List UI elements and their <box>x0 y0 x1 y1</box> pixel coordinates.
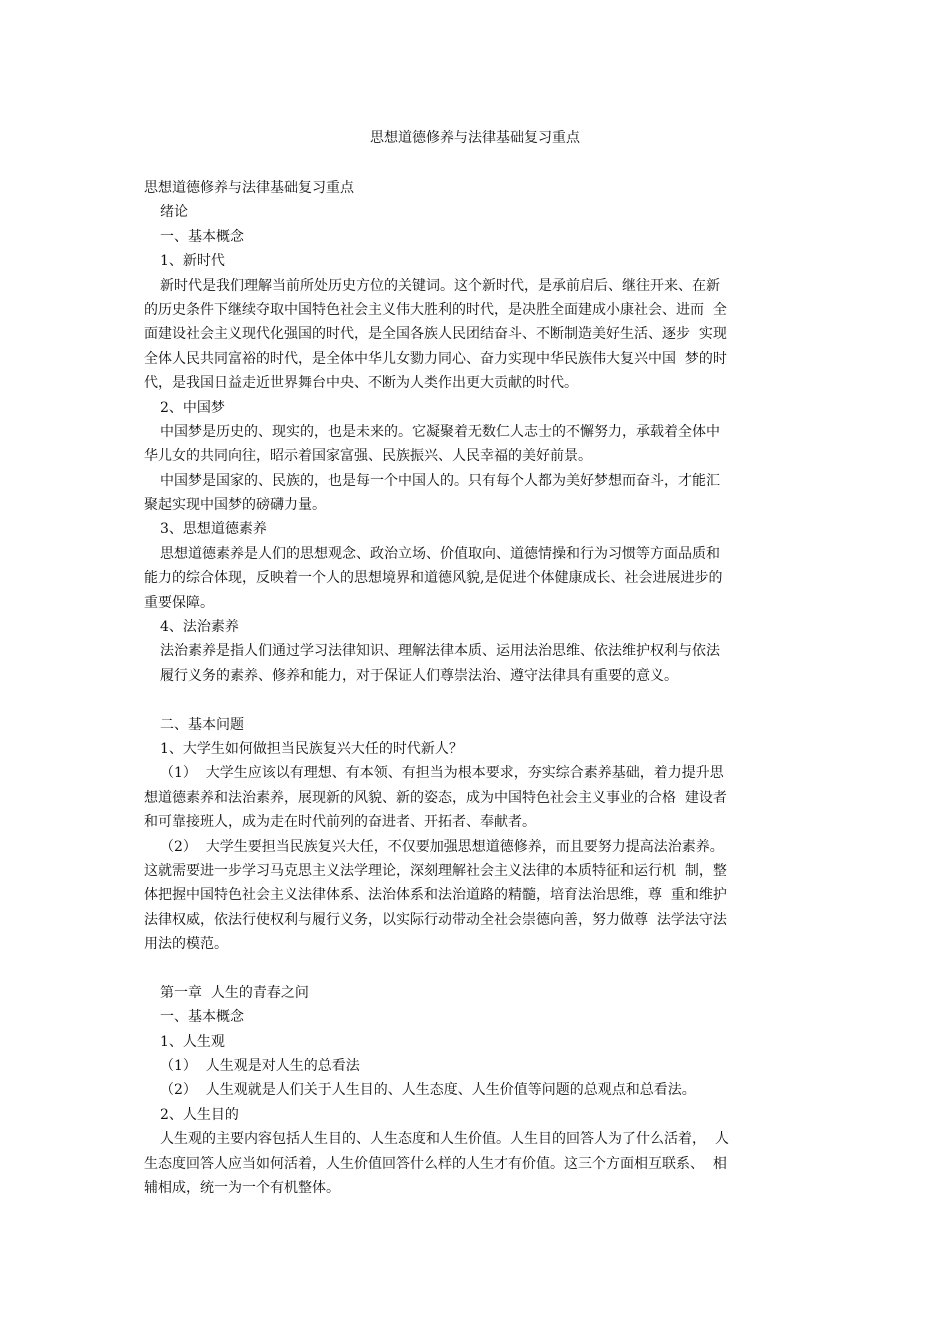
text-line: 体把握中国特色社会主义法律体系、法治体系和法治道路的精髓，培育法治思维，尊 重和维护 <box>144 887 727 904</box>
text-line: 面建设社会主义现代化强国的时代，是全国各族人民团结奋斗、不断制造美好生活、逐步 实现 <box>144 326 727 343</box>
document-body <box>144 176 808 1200</box>
text-line: 履行义务的素养、修养和能力，对于保证人们尊崇法治、遵守法律具有重要的意义。 <box>160 667 678 684</box>
text-line: 能力的综合体现，反映着一个人的思想境界和道德风貌,是促进个体健康成长、社会进展进步的 <box>144 570 723 587</box>
text-line: 2、人生目的 <box>160 1106 239 1123</box>
text-line: 的历史条件下继续夺取中国特色社会主义伟大胜利的时代，是决胜全面建成小康社会、进而 全 <box>144 301 727 318</box>
text-line: 思想道德素养是人们的思想观念、政治立场、价值取向、道德情操和行为习惯等方面品质和 <box>160 545 720 562</box>
text-line: 法律权威，依法行使权利与履行义务，以实际行动带动全社会崇德向善，努力做尊 法学法守法 <box>144 911 727 928</box>
text-line: （2） 大学生要担当民族复兴大任，不仅要加强思想道德修养，而且要努力提高法治素养。 <box>160 838 724 855</box>
text-line: 生态度回答人应当如何活着，人生价值回答什么样的人生才有价值。这三个方面相互联系、 相 <box>144 1155 727 1172</box>
text-line: 全体人民共同富裕的时代，是全体中华儿女勠力同心、奋力实现中华民族伟大复兴中国 梦的时 <box>144 350 727 367</box>
text-line: 1、新时代 <box>160 253 225 270</box>
text-line: 绪论 <box>160 204 188 221</box>
text-line: （1） 人生观是对人生的总看法 <box>160 1058 360 1075</box>
text-line: 用法的模范。 <box>144 936 228 953</box>
text-line: 中国梦是历史的、现实的，也是未来的。它凝聚着无数仁人志士的不懈努力，承载着全体中 <box>160 423 720 440</box>
text-line: （2） 人生观就是人们关于人生目的、人生态度、人生价值等问题的总观点和总看法。 <box>160 1082 696 1099</box>
text-line: 代，是我国日益走近世界舞台中央、不断为人类作出更大贡献的时代。 <box>144 375 578 392</box>
text-line: （1） 大学生应该以有理想、有本领、有担当为根本要求，夯实综合素养基础，着力提升思 <box>160 765 724 782</box>
text-line: 这就需要进一步学习马克思主义法学理论，深刻理解社会主义法律的本质特征和运行机 制，整 <box>144 862 727 879</box>
text-line: 一、基本概念 <box>160 228 244 245</box>
text-line: 想道德素养和法治素养，展现新的风貌、新的姿态，成为中国特色社会主义事业的合格 建设者 <box>144 789 727 806</box>
text-line: 1、大学生如何做担当民族复兴大任的时代新人？ <box>160 740 463 757</box>
text-line: 和可靠接班人，成为走在时代前列的奋进者、开拓者、奉献者。 <box>144 814 536 831</box>
blank-line <box>144 957 808 981</box>
document-title: 思想道德修养与法律基础复习重点 <box>370 130 580 146</box>
text-line: 法治素养是指人们通过学习法律知识、理解法律本质、运用法治思维、依法维护权利与依法 <box>160 643 720 660</box>
text-line: 华儿女的共同向往，昭示着国家富强、民族振兴、人民幸福的美好前景。 <box>144 448 592 465</box>
blank-line <box>144 688 808 712</box>
text-line: 二、基本问题 <box>160 716 244 733</box>
text-line: 人生观的主要内容包括人生目的、人生态度和人生价值。人生目的回答人为了什么活着， 人 <box>160 1131 729 1148</box>
text-line: 中国梦是国家的、民族的，也是每一个中国人的。只有每个人都为美好梦想而奋斗，才能汇 <box>160 472 720 489</box>
text-line: 重要保障。 <box>144 594 214 611</box>
text-line: 第一章 人生的青春之问 <box>160 984 309 1001</box>
text-line: 4、法治素养 <box>160 619 239 636</box>
text-line: 思想道德修养与法律基础复习重点 <box>144 180 354 196</box>
text-line: 1、人生观 <box>160 1033 225 1050</box>
text-line: 新时代是我们理解当前所处历史方位的关键词。这个新时代，是承前启后、继往开来、在新 <box>160 277 720 294</box>
text-line: 一、基本概念 <box>160 1009 244 1026</box>
text-line: 辅相成，统一为一个有机整体。 <box>144 1180 340 1197</box>
text-line: 2、中国梦 <box>160 399 225 416</box>
text-line: 聚起实现中国梦的磅礴力量。 <box>144 497 326 514</box>
text-line: 3、思想道德素养 <box>160 521 267 538</box>
